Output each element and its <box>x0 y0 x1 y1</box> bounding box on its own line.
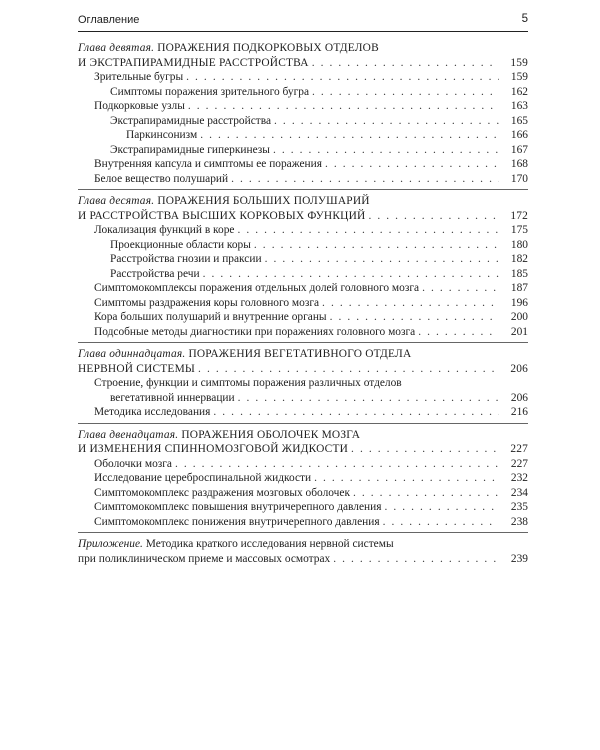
page-ref: 196 <box>510 296 528 309</box>
toc-entry <box>78 128 528 143</box>
page-ref: 200 <box>510 311 528 323</box>
toc-entry-text: Экстрапирамидные расстройства <box>110 114 272 127</box>
dot-leader <box>186 70 499 85</box>
dot-leader <box>418 325 499 340</box>
page-ref: 170 <box>510 172 528 185</box>
chapter-title-part1: ПОРАЖЕНИЯ ПОДКОРКОВЫХ ОТДЕЛОВ <box>157 42 379 54</box>
dot-leader <box>422 281 499 296</box>
appendix <box>78 537 528 569</box>
chapter-title-part1: ПОРАЖЕНИЯ ОБОЛОЧЕК МОЗГА <box>181 428 361 441</box>
page-ref: 165 <box>510 114 528 127</box>
toc-entry <box>78 252 528 267</box>
dot-leader <box>351 442 499 457</box>
toc-entry-text: Расстройства гнозии и праксии <box>110 253 262 265</box>
toc-entry <box>78 325 528 340</box>
chapter-title-part2: НЕРВНОЙ СИСТЕМЫ <box>78 362 196 375</box>
page-ref: 234 <box>510 486 528 499</box>
toc-entry-text: Паркинсонизм <box>126 129 198 141</box>
chapter-10 <box>78 194 528 343</box>
appendix-label: Приложение. <box>78 538 143 550</box>
toc-entry-text: Подсобные методы диагностики при поражениях головного мозга <box>94 325 416 338</box>
toc-entry-text: Исследование цереброспинальной жидкости <box>94 472 312 484</box>
toc-entry-text: Симптомокомплекс повышения внутричерепного давления <box>94 501 382 513</box>
dot-leader <box>238 391 499 406</box>
dot-leader <box>175 457 499 472</box>
toc-entry <box>78 70 528 85</box>
chapter-heading-line1 <box>78 428 528 443</box>
page-ref: 168 <box>510 158 528 170</box>
page-ref: 172 <box>510 209 528 222</box>
toc-entry <box>78 457 528 472</box>
chapter-label: Глава девятая. <box>78 42 155 54</box>
chapter-label: Глава десятая. <box>78 195 155 207</box>
chapter-heading-line2 <box>78 362 528 377</box>
page-ref: 167 <box>510 143 528 156</box>
toc-entry-text: Методика исследования <box>94 406 211 418</box>
page-ref: 182 <box>510 253 528 265</box>
toc-entry <box>78 267 528 282</box>
page-ref: 238 <box>510 515 528 528</box>
toc-entry-text: Экстрапирамидные гиперкинезы <box>110 143 270 156</box>
toc-entry <box>78 172 528 187</box>
dot-leader <box>188 99 499 114</box>
dot-leader <box>198 362 499 377</box>
chapter-heading-line1 <box>78 347 528 362</box>
page-ref: 187 <box>510 282 528 294</box>
toc-entry <box>78 405 528 420</box>
chapter-title-part1: ПОРАЖЕНИЯ БОЛЬШИХ ПОЛУШАРИЙ <box>157 195 370 207</box>
appendix-heading-line1 <box>78 537 528 552</box>
chapter-heading-line2 <box>78 442 528 457</box>
toc-entry <box>78 114 528 129</box>
appendix-title-part1: Методика краткого исследования нервной системы <box>145 538 394 550</box>
running-header <box>78 11 528 32</box>
dot-leader <box>254 238 499 253</box>
toc-entry <box>78 85 528 100</box>
dot-leader <box>322 296 499 311</box>
toc-entry-text: Внутренняя капсула и симптомы ее поражения <box>94 158 322 170</box>
page-ref: 201 <box>510 325 528 338</box>
chapter-12 <box>78 428 528 534</box>
toc-entry <box>78 99 528 114</box>
dot-leader <box>384 500 499 515</box>
appendix-heading-line2 <box>78 552 528 567</box>
chapter-title-part1: ПОРАЖЕНИЯ ВЕГЕТАТИВНОГО ОТДЕЛА <box>188 348 412 360</box>
page-ref: 175 <box>510 224 528 236</box>
dot-leader <box>325 157 499 172</box>
toc-entry <box>78 471 528 486</box>
dot-leader <box>314 471 499 486</box>
chapter-9 <box>78 41 528 190</box>
dot-leader <box>273 143 499 158</box>
chapter-heading-line1 <box>78 194 528 209</box>
dot-leader <box>200 128 499 143</box>
toc-entry-text: Симптомы поражения зрительного бугра <box>110 85 310 98</box>
chapter-title-part2: И ИЗМЕНЕНИЯ СПИННОМОЗГОВОЙ ЖИДКОСТИ <box>78 443 349 455</box>
toc-entry-text: Оболочки мозга <box>94 457 172 470</box>
toc-entry-text: Кора больших полушарий и внутренние органы <box>94 311 327 323</box>
chapter-11 <box>78 347 528 424</box>
page-ref: 227 <box>510 443 528 455</box>
toc-entry-text: Симптомокомплексы поражения отдельных долей головного мозга <box>94 282 420 294</box>
toc-entry-text: Локализация функций в коре <box>94 224 235 236</box>
toc-entry-text: Подкорковые узлы <box>94 100 185 112</box>
toc-entry <box>78 143 528 158</box>
dot-leader <box>203 267 499 282</box>
toc-entry <box>78 296 528 311</box>
table-of-contents <box>78 41 528 573</box>
page-ref: 180 <box>510 238 528 251</box>
page-ref: 227 <box>510 457 528 470</box>
page-ref: 216 <box>510 406 528 418</box>
toc-entry-text-line1: Строение, функции и симптомы поражения различных отделов <box>94 377 402 389</box>
page-ref: 206 <box>510 391 528 404</box>
dot-leader <box>312 56 499 71</box>
page-number: 5 <box>521 13 528 25</box>
toc-entry-text: Симптомокомплекс понижения внутричерепного давления <box>94 515 380 528</box>
toc-entry-text: Расстройства речи <box>110 267 200 280</box>
chapter-heading-line2 <box>78 56 528 71</box>
toc-entry <box>78 238 528 253</box>
dot-leader <box>265 252 499 267</box>
page-ref: 239 <box>510 552 528 565</box>
toc-entry-text: Проекционные области коры <box>110 238 251 251</box>
page-ref: 235 <box>510 501 528 513</box>
dot-leader <box>274 114 499 129</box>
chapter-label: Глава двенадцатая. <box>78 428 179 441</box>
page-ref: 232 <box>510 472 528 484</box>
page-ref: 163 <box>510 100 528 112</box>
dot-leader <box>237 223 499 238</box>
toc-entry <box>78 486 528 501</box>
toc-entry-text: Белое вещество полушарий <box>94 172 229 185</box>
appendix-title-part2: при поликлиническом приеме и массовых осмотрах <box>78 552 331 565</box>
chapter-label: Глава одиннадцатая. <box>78 348 186 360</box>
toc-entry-text: Симптомокомплекс раздражения мозговых оболочек <box>94 486 350 499</box>
header-title: Оглавление <box>78 14 140 26</box>
dot-leader <box>312 85 499 100</box>
chapter-heading-line1 <box>78 41 528 56</box>
toc-entry <box>78 515 528 530</box>
dot-leader <box>333 552 499 567</box>
dot-leader <box>383 515 499 530</box>
dot-leader <box>213 405 499 420</box>
chapter-heading-line2 <box>78 209 528 224</box>
chapter-title-part2: И РАССТРОЙСТВА ВЫСШИХ КОРКОВЫХ ФУНКЦИЙ <box>78 209 366 222</box>
dot-leader <box>330 310 499 325</box>
toc-entry-text: Зрительные бугры <box>94 71 184 83</box>
page-ref: 206 <box>510 362 528 375</box>
page-ref: 162 <box>510 85 528 98</box>
toc-entry-text: Симптомы раздражения коры головного мозга <box>94 296 320 309</box>
toc-entry <box>78 281 528 296</box>
page-ref: 185 <box>510 267 528 280</box>
dot-leader <box>353 486 499 501</box>
page-ref: 166 <box>510 129 528 141</box>
toc-entry-text: вегетативной иннервации <box>110 391 235 404</box>
page-ref: 159 <box>510 56 528 69</box>
page-ref: 159 <box>510 71 528 83</box>
toc-entry <box>78 391 528 406</box>
toc-entry <box>78 500 528 515</box>
toc-entry <box>78 310 528 325</box>
toc-entry <box>78 157 528 172</box>
dot-leader <box>368 209 499 224</box>
dot-leader <box>231 172 499 187</box>
chapter-title-part2: И ЭКСТРАПИРАМИДНЫЕ РАССТРОЙСТВА <box>78 56 309 69</box>
toc-entry <box>78 223 528 238</box>
